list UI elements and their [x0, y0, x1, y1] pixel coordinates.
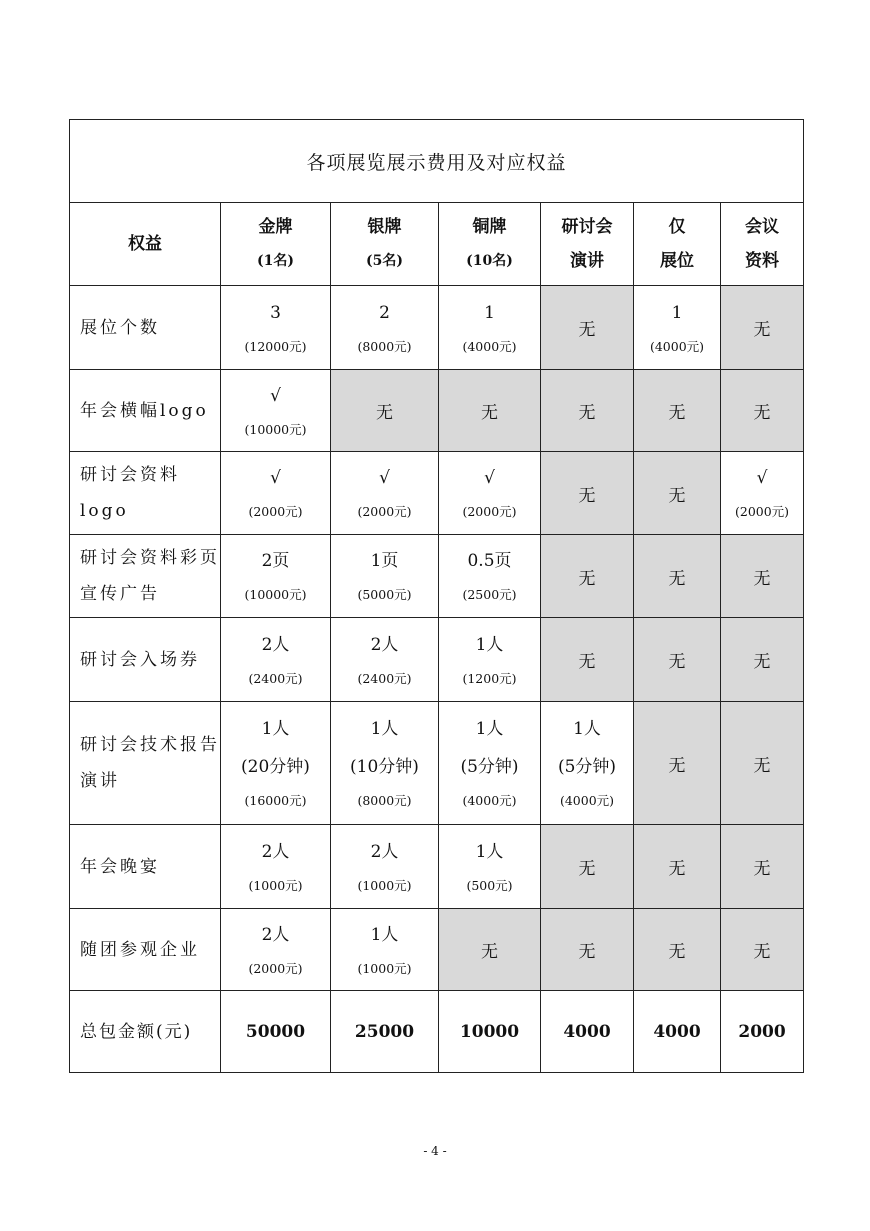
header-sublabel: 展位 [660, 251, 694, 271]
benefit-price: (1000元) [248, 877, 303, 893]
benefit-cell [221, 909, 331, 991]
benefit-cell [331, 452, 439, 535]
benefit-quantity: √ [270, 468, 281, 488]
header-gold [221, 203, 331, 286]
benefit-price: (4000元) [462, 793, 517, 808]
benefit-price: (2000元) [248, 504, 303, 519]
total-value: 50000 [221, 991, 331, 1073]
benefit-quantity: √ [379, 468, 390, 488]
header-row [70, 203, 804, 286]
benefit-cell [721, 452, 804, 535]
benefit-cell [634, 286, 721, 370]
benefits-fee-table [69, 119, 804, 1073]
not-included-cell: 无 [331, 370, 439, 452]
benefit-quantity: 1页 [370, 551, 399, 571]
row-label: 研讨会入场券 [70, 618, 221, 702]
header-sublabel: (10名) [466, 253, 513, 269]
benefit-cell [221, 825, 331, 909]
benefit-price: (2500元) [462, 587, 517, 602]
benefit-price: (1000元) [357, 877, 412, 893]
table-row [70, 825, 804, 909]
benefit-cell [331, 618, 439, 702]
benefit-price: (2000元) [734, 504, 790, 519]
not-included-cell: 无 [541, 286, 634, 370]
benefit-duration: (20分钟) [241, 757, 310, 777]
benefit-cell [331, 909, 439, 991]
benefit-quantity: 1人 [475, 841, 504, 862]
benefit-price: (2400元) [248, 670, 303, 686]
benefit-quantity: 1 [671, 302, 683, 323]
not-included-cell: 无 [721, 909, 804, 991]
table-title: 各项展览展示费用及对应权益 [70, 120, 804, 203]
benefit-quantity: 1人 [573, 719, 601, 739]
header-benefit: 权益 [70, 203, 221, 286]
not-included-cell: 无 [541, 452, 634, 535]
benefit-quantity: √ [756, 468, 768, 488]
benefit-cell [221, 535, 331, 618]
table-row [70, 370, 804, 452]
header-label: 铜牌 [472, 217, 507, 237]
benefit-price: (4000元) [559, 793, 615, 808]
benefit-quantity: 2人 [261, 841, 290, 862]
benefit-quantity: 2人 [370, 841, 399, 862]
header-sublabel: 资料 [745, 251, 780, 271]
benefit-price: (16000元) [244, 793, 307, 808]
benefit-quantity: 0.5页 [467, 551, 512, 571]
benefit-cell [221, 286, 331, 370]
benefit-cell [439, 825, 541, 909]
total-value: 4000 [634, 991, 721, 1073]
benefit-quantity: √ [270, 385, 281, 406]
not-included-cell: 无 [634, 909, 721, 991]
not-included-cell: 无 [634, 535, 721, 618]
benefit-price: (1000元) [357, 960, 412, 976]
header-conference-materials [721, 203, 804, 286]
benefit-cell [331, 825, 439, 909]
benefit-quantity: 1 [484, 302, 495, 323]
benefit-quantity: 3 [270, 302, 281, 323]
not-included-cell: 无 [634, 618, 721, 702]
not-included-cell: 无 [721, 825, 804, 909]
benefit-cell [439, 618, 541, 702]
header-silver [331, 203, 439, 286]
header-bronze [439, 203, 541, 286]
benefit-cell [221, 618, 331, 702]
total-value: 25000 [331, 991, 439, 1073]
header-label: 会议 [745, 217, 780, 237]
header-label: 银牌 [367, 217, 402, 237]
row-label: 研讨会资料彩页宣传广告 [70, 535, 221, 618]
not-included-cell: 无 [541, 909, 634, 991]
header-sublabel: (5名) [366, 253, 403, 269]
row-label: 年会横幅logo [70, 370, 221, 452]
benefit-quantity: 2 [379, 302, 390, 323]
benefit-cell [541, 702, 634, 825]
table-body [70, 286, 804, 991]
not-included-cell: 无 [721, 286, 804, 370]
benefit-cell [221, 702, 331, 825]
header-sublabel: (1名) [257, 253, 294, 269]
table-row [70, 535, 804, 618]
header-sublabel: 演讲 [570, 251, 604, 271]
benefit-price: (500元) [466, 877, 513, 893]
benefit-cell [439, 535, 541, 618]
benefit-quantity: 2人 [261, 634, 290, 655]
not-included-cell: 无 [721, 535, 804, 618]
not-included-cell: 无 [634, 825, 721, 909]
not-included-cell: 无 [721, 370, 804, 452]
total-label: 总包金额(元) [70, 991, 221, 1073]
benefit-cell [439, 452, 541, 535]
benefit-quantity: 1人 [370, 719, 399, 739]
benefit-cell [439, 286, 541, 370]
row-label: 研讨会技术报告演讲 [70, 702, 221, 825]
benefit-price: (5000元) [357, 587, 412, 602]
row-label: 研讨会资料logo [70, 452, 221, 535]
benefit-price: (1200元) [462, 670, 517, 686]
not-included-cell: 无 [541, 618, 634, 702]
benefit-price: (10000元) [244, 421, 307, 437]
benefit-cell [221, 370, 331, 452]
benefit-cell [331, 286, 439, 370]
benefit-quantity: 1人 [261, 719, 290, 739]
benefit-duration: (5分钟) [460, 757, 519, 777]
benefit-quantity: 2人 [261, 924, 290, 945]
benefit-quantity: 1人 [475, 719, 504, 739]
benefit-quantity: 2人 [370, 634, 399, 655]
benefit-quantity: 2页 [261, 551, 290, 571]
not-included-cell: 无 [721, 702, 804, 825]
row-label: 年会晚宴 [70, 825, 221, 909]
benefit-quantity: 1人 [475, 634, 504, 655]
benefit-cell [439, 702, 541, 825]
benefit-price: (12000元) [244, 338, 307, 354]
not-included-cell: 无 [721, 618, 804, 702]
row-label: 展位个数 [70, 286, 221, 370]
benefit-price: (4000元) [462, 338, 517, 354]
benefit-price: (10000元) [244, 587, 307, 602]
benefit-price: (2000元) [462, 504, 517, 519]
benefit-price: (4000元) [649, 338, 705, 354]
benefit-cell [331, 535, 439, 618]
not-included-cell: 无 [541, 825, 634, 909]
not-included-cell: 无 [439, 909, 541, 991]
benefit-quantity: 1人 [370, 924, 399, 945]
header-label: 金牌 [258, 217, 293, 237]
benefit-duration: (10分钟) [350, 757, 419, 777]
benefit-quantity: √ [484, 468, 495, 488]
table-row [70, 618, 804, 702]
benefit-price: (2400元) [357, 670, 412, 686]
total-value: 2000 [721, 991, 804, 1073]
benefit-price: (8000元) [357, 338, 412, 354]
benefit-cell [331, 702, 439, 825]
page-number: - 4 - [423, 1144, 447, 1158]
not-included-cell: 无 [634, 370, 721, 452]
benefit-duration: (5分钟) [557, 757, 617, 777]
not-included-cell: 无 [541, 535, 634, 618]
table-row [70, 702, 804, 825]
benefit-cell [221, 452, 331, 535]
header-label: 研讨会 [561, 217, 613, 237]
row-label: 随团参观企业 [70, 909, 221, 991]
total-row [70, 991, 804, 1073]
benefit-price: (8000元) [357, 793, 412, 808]
header-booth-only [634, 203, 721, 286]
table-row [70, 909, 804, 991]
not-included-cell: 无 [634, 452, 721, 535]
benefit-price: (2000元) [248, 960, 303, 976]
table-row [70, 286, 804, 370]
header-label: 仅 [668, 217, 686, 237]
not-included-cell: 无 [634, 702, 721, 825]
header-seminar-speech [541, 203, 634, 286]
table-row [70, 452, 804, 535]
benefit-price: (2000元) [357, 504, 412, 519]
total-value: 4000 [541, 991, 634, 1073]
not-included-cell: 无 [541, 370, 634, 452]
not-included-cell: 无 [439, 370, 541, 452]
total-value: 10000 [439, 991, 541, 1073]
